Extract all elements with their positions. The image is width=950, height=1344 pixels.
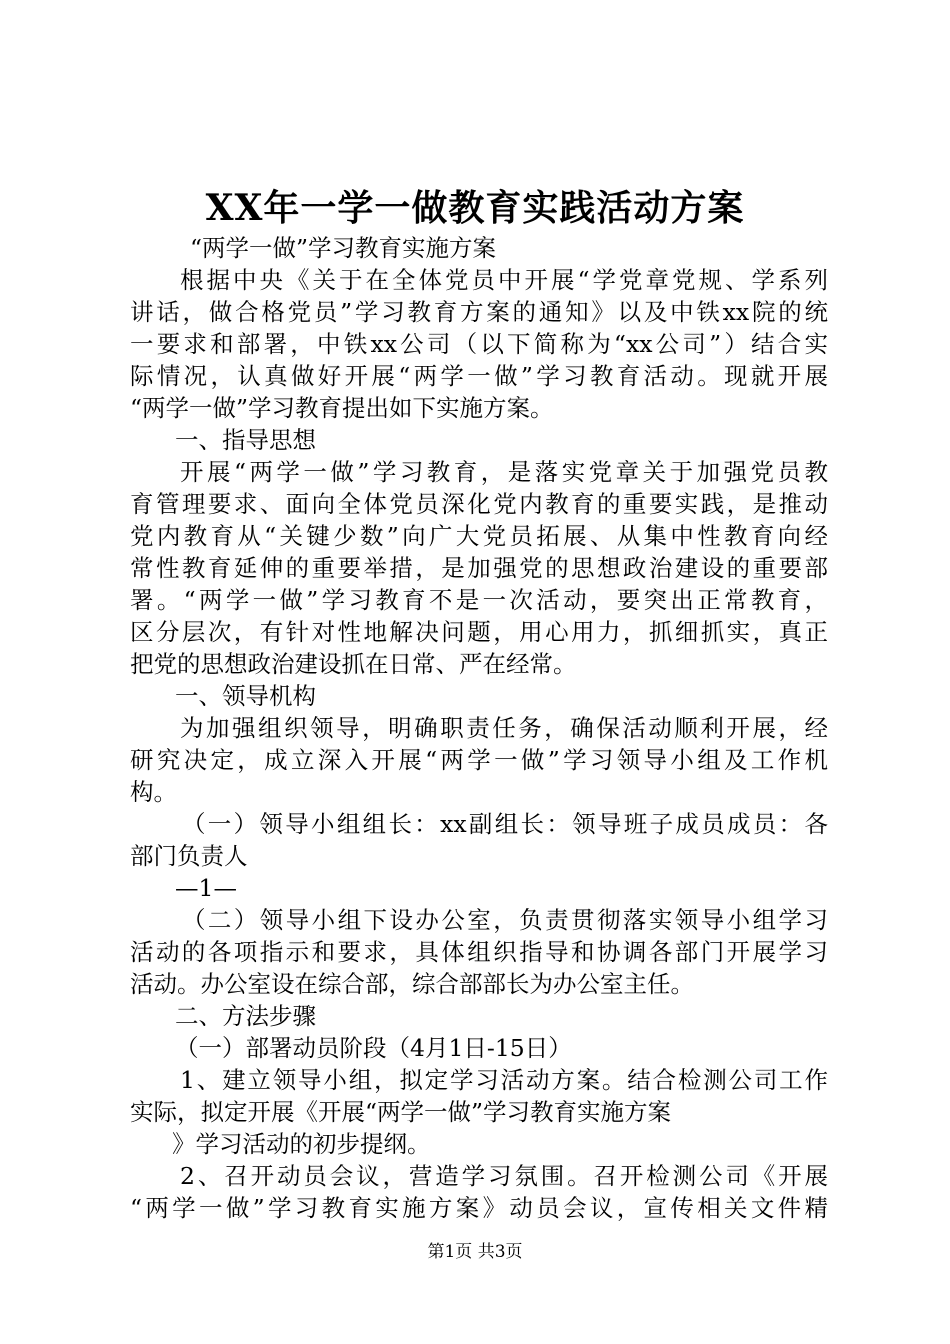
subsection-heading: （一）部署动员阶段（4月1日-15日） [175, 1034, 572, 1062]
paragraph-line: 构。 [130, 778, 177, 806]
paragraph-line: 》学习活动的初步提纲。 [172, 1130, 431, 1158]
paragraph-line: （二）领导小组下设办公室，负责贯彻落实领导小组学习 [182, 906, 828, 934]
paragraph-line: 常性教育延伸的重要举措，是加强党的思想政治建设的重要部 [130, 554, 828, 582]
paragraph-line: 1、建立领导小组，拟定学习活动方案。结合检测公司工作 [180, 1066, 828, 1094]
paragraph-line: 部门负责人 [130, 842, 248, 870]
inline-page-marker: —1— [175, 874, 237, 902]
paragraph-line: 署。“两学一做”学习教育不是一次活动，要突出正常教育， [130, 586, 828, 614]
paragraph-line: 党内教育从“关键少数”向广大党员拓展、从集中性教育向经 [130, 522, 828, 550]
paragraph-line: 育管理要求、面向全体党员深化党内教育的重要实践，是推动 [130, 490, 828, 518]
paragraph-line: 把党的思想政治建设抓在日常、严在经常。 [130, 650, 577, 678]
document-body [130, 232, 828, 1224]
paragraph-line: 际情况，认真做好开展“两学一做”学习教育活动。现就开展 [130, 362, 828, 390]
paragraph-line: “两学一做”学习教育提出如下实施方案。 [130, 394, 554, 422]
paragraph-line: 为加强组织领导，明确职责任务，确保活动顺利开展，经 [180, 714, 828, 742]
document-title: XX年一学一做教育实践活动方案 [205, 187, 745, 229]
paragraph-line: “两学一做”学习教育实施方案》动员会议，宣传相关文件精 [130, 1194, 828, 1222]
paragraph-line: （一）领导小组组长：xx副组长：领导班子成员成员：各 [182, 810, 828, 838]
section-heading: 一、领导机构 [175, 682, 316, 710]
paragraph-line: 区分层次，有针对性地解决问题，用心用力，抓细抓实，真正 [130, 618, 828, 646]
section-heading: 二、方法步骤 [175, 1002, 316, 1030]
subtitle-line: “两学一做”学习教育实施方案 [190, 234, 497, 262]
paragraph-line: 开展“两学一做”学习教育，是落实党章关于加强党员教 [180, 458, 828, 486]
paragraph-line: 活动。办公室设在综合部，综合部部长为办公室主任。 [130, 970, 694, 998]
paragraph-line: 活动的各项指示和要求，具体组织指导和协调各部门开展学习 [130, 938, 828, 966]
paragraph-line: 根据中央《关于在全体党员中开展“学党章党规、学系列 [180, 266, 828, 294]
paragraph-line: 讲话，做合格党员”学习教育方案的通知》以及中铁xx院的统 [130, 298, 828, 326]
section-heading: 一、指导思想 [175, 426, 316, 454]
paragraph-line: 一要求和部署，中铁xx公司（以下简称为“xx公司”）结合实 [130, 330, 828, 358]
paragraph-line: 2、召开动员会议，营造学习氛围。召开检测公司《开展 [180, 1162, 828, 1190]
paragraph-line: 研究决定，成立深入开展“两学一做”学习领导小组及工作机 [130, 746, 828, 774]
page-footer: 第1页 共3页 [427, 1242, 523, 1262]
paragraph-line: 实际，拟定开展《开展“两学一做”学习教育实施方案 [130, 1098, 672, 1126]
